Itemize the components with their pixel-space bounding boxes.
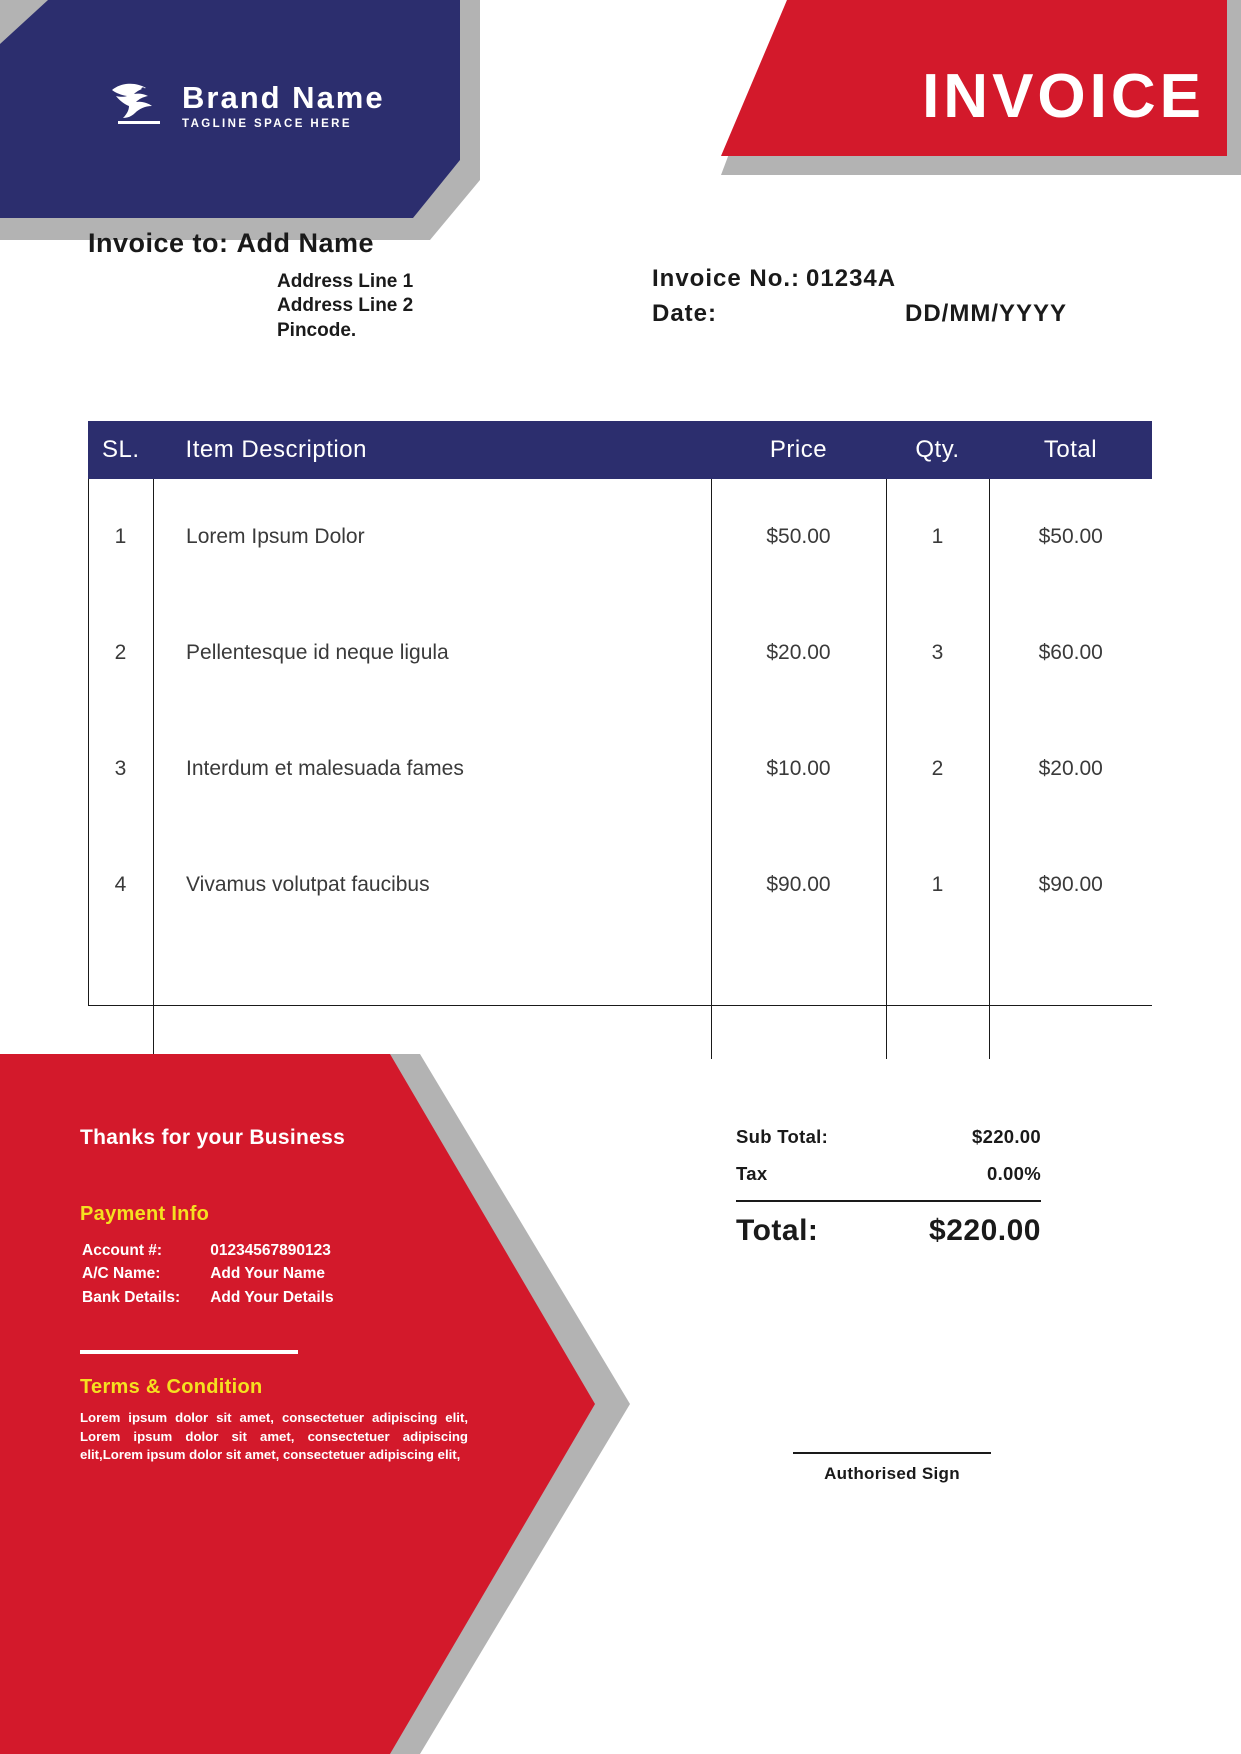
invoice-date-label: Date: — [652, 299, 718, 327]
cell-description: Interdum et malesuada fames — [154, 711, 711, 827]
items-table-wrapper — [88, 421, 1152, 1059]
client-address — [277, 270, 413, 343]
tax-row — [736, 1163, 1041, 1185]
invoice-number-row — [652, 262, 1067, 297]
table-row — [88, 479, 1152, 595]
invoice-number-value: 01234A — [806, 265, 897, 292]
table-filler-row — [88, 943, 1152, 1059]
signature-line — [793, 1452, 991, 1454]
table-row — [88, 595, 1152, 711]
cell-price: $50.00 — [711, 479, 886, 595]
grand-total-label: Total: — [736, 1214, 819, 1247]
payment-row — [82, 1287, 334, 1308]
page-title: INVOICE — [922, 62, 1205, 131]
eagle-logo-icon — [108, 80, 168, 132]
address-pincode: Pincode. — [277, 319, 357, 341]
payment-row — [82, 1240, 334, 1261]
cell-sl: 3 — [88, 711, 154, 827]
cell-total: $50.00 — [1038, 525, 1103, 548]
column-header-total: Total — [989, 421, 1152, 479]
payment-label: Account #: — [82, 1242, 163, 1259]
brand-block — [108, 80, 385, 132]
cell-price: $20.00 — [711, 595, 886, 711]
grand-total-row — [736, 1214, 1041, 1248]
column-header-sl: SL. — [88, 421, 154, 479]
cell-price: $10.00 — [711, 711, 886, 827]
subtotal-row — [736, 1126, 1041, 1148]
terms-body: Lorem ipsum dolor sit amet, consectetuer adipiscing elit, Lorem ipsum dolor sit amet, consectetuer adipiscing elit,Lorem ipsum dolor sit amet, consectetuer adipiscing elit, — [80, 1410, 468, 1463]
cell-total: $20.00 — [1038, 757, 1103, 780]
footer-divider — [80, 1350, 298, 1354]
subtotal-label: Sub Total: — [736, 1126, 829, 1147]
payment-row — [82, 1263, 334, 1284]
cell-price: $90.00 — [711, 827, 886, 943]
table-header-row — [88, 421, 1152, 479]
invoice-date-value: DD/MM/YYYY — [905, 299, 1068, 327]
cell-qty: 2 — [886, 711, 989, 827]
grand-total-value: $220.00 — [929, 1214, 1041, 1247]
totals-block — [736, 1126, 1041, 1248]
payment-info-table — [80, 1238, 336, 1310]
payment-label: A/C Name: — [82, 1265, 161, 1283]
cell-sl: 2 — [88, 595, 154, 711]
cell-qty: 3 — [886, 595, 989, 711]
cell-sl: 1 — [88, 479, 154, 595]
invoice-to-label: Invoice to: — [88, 228, 229, 258]
invoice-header — [0, 0, 1241, 250]
cell-qty: 1 — [886, 827, 989, 943]
cell-description: Lorem Ipsum Dolor — [154, 479, 711, 595]
address-line-2: Address Line 2 — [277, 295, 414, 317]
column-header-qty: Qty. — [886, 421, 989, 479]
cell-qty: 1 — [886, 479, 989, 595]
invoice-to-heading — [88, 228, 374, 259]
address-line-1: Address Line 1 — [277, 271, 414, 292]
terms-title: Terms & Condition — [80, 1376, 263, 1398]
brand-name: Brand Name — [182, 80, 385, 116]
cell-total: $60.00 — [1038, 641, 1103, 664]
tax-value: 0.00% — [987, 1163, 1041, 1184]
payment-value: Add Your Name — [210, 1265, 326, 1283]
totals-divider — [736, 1200, 1041, 1202]
items-table-body — [88, 479, 1152, 1059]
payment-label: Bank Details: — [82, 1288, 181, 1306]
cell-total: $90.00 — [1038, 873, 1103, 896]
table-bottom-border — [88, 1005, 1152, 1006]
signature-label: Authorised Sign — [824, 1464, 960, 1483]
invoice-meta — [652, 262, 1067, 332]
invoice-number-label: Invoice No.: — [652, 265, 801, 292]
brand-tagline: TAGLINE SPACE HERE — [182, 117, 352, 130]
footer-red-shape — [0, 1054, 595, 1754]
subtotal-value: $220.00 — [972, 1126, 1041, 1147]
payment-value: 01234567890123 — [210, 1242, 331, 1259]
client-name: Add Name — [236, 228, 375, 258]
payment-info-title: Payment Info — [80, 1203, 210, 1225]
cell-description: Pellentesque id neque ligula — [154, 595, 711, 711]
table-left-border — [88, 479, 89, 1006]
table-row — [88, 711, 1152, 827]
column-header-price: Price — [711, 421, 886, 479]
items-table-head — [88, 421, 1152, 479]
table-row — [88, 827, 1152, 943]
column-header-description: Item Description — [154, 421, 711, 479]
cell-sl: 4 — [88, 827, 154, 943]
cell-description: Vivamus volutpat faucibus — [154, 827, 711, 943]
items-table — [88, 421, 1152, 1059]
payment-value: Add Your Details — [210, 1288, 334, 1306]
thanks-message: Thanks for your Business — [80, 1126, 346, 1149]
invoice-date-row — [652, 297, 1067, 332]
tax-label: Tax — [736, 1163, 768, 1184]
